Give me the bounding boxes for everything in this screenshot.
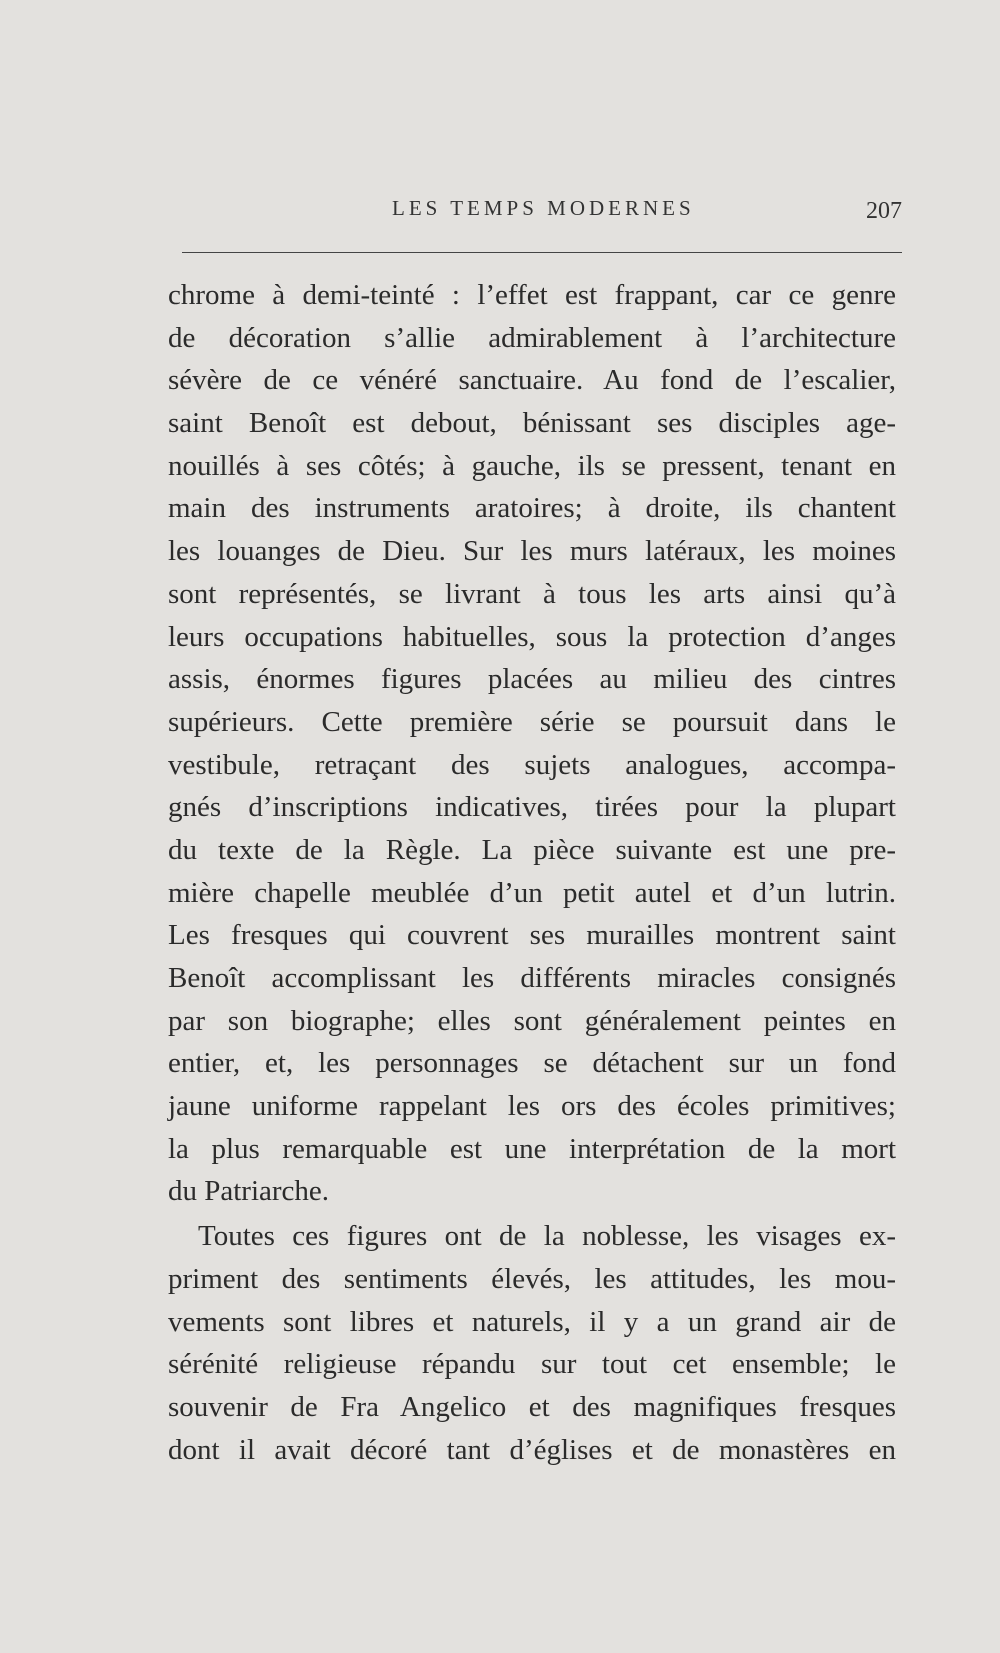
text-line: par son biographe; elles sont généralement peintes en [168, 1004, 896, 1037]
text-line: Benoît accomplissant les différents miracles consignés [168, 962, 896, 994]
text-line: du texte de la Règle. La pièce suivante est une pre- [168, 833, 896, 866]
text-line: Toutes ces figures ont de la noblesse, les visages ex- [198, 1220, 896, 1253]
text-line: priment des sentiments élevés, les attitudes, les mou- [168, 1262, 896, 1295]
text-line: nouillés à ses côtés; à gauche, ils se pressent, tenant en [168, 449, 896, 482]
running-title: LES TEMPS MODERNES [392, 196, 695, 220]
text-line: chrome à demi-teinté : l’effet est frappant, car ce genre [168, 279, 896, 311]
text-line: sérénité religieuse répandu sur tout cet ensemble; le [168, 1348, 896, 1381]
text-line: jaune uniforme rappelant les ors des écoles primitives; [168, 1090, 896, 1123]
text-line: dont il avait décoré tant d’églises et de monastères en [168, 1433, 896, 1466]
text-line: saint Benoît est debout, bénissant ses disciples age- [168, 407, 896, 440]
page-number: 207 [866, 198, 902, 224]
text-line: assis, énormes figures placées au milieu des cintres [168, 663, 896, 696]
text-line: supérieurs. Cette première série se poursuit dans le [168, 705, 896, 738]
header-rule [182, 252, 902, 253]
text-line: les louanges de Dieu. Sur les murs latéraux, les moines [168, 535, 896, 568]
text-line: du Patriarche. [168, 1175, 330, 1208]
body-text [168, 274, 896, 1471]
text-line: main des instruments aratoires; à droite, ils chantent [168, 492, 896, 525]
text-line: gnés d’inscriptions indicatives, tirées pour la plupart [168, 791, 896, 824]
text-line: Les fresques qui couvrent ses murailles montrent saint [168, 919, 896, 952]
text-line: sont représentés, se livrant à tous les arts ainsi qu’à [168, 577, 896, 610]
paragraph-2 [168, 1215, 896, 1471]
text-line: la plus remarquable est une interprétation de la mort [168, 1132, 896, 1165]
text-line: entier, et, les personnages se détachent sur un fond [168, 1047, 896, 1080]
text-line: mière chapelle meublée d’un petit autel et d’un lutrin. [168, 876, 896, 909]
text-line: leurs occupations habituelles, sous la protection d’anges [168, 620, 896, 653]
text-line: de décoration s’allie admirablement à l’architecture [168, 321, 896, 354]
text-line: vestibule, retraçant des sujets analogues, accompa- [168, 748, 896, 781]
text-line: vements sont libres et naturels, il y a un grand air de [168, 1305, 896, 1338]
text-line: souvenir de Fra Angelico et des magnifiques fresques [168, 1390, 896, 1423]
text-line: sévère de ce vénéré sanctuaire. Au fond de l’escalier, [168, 364, 896, 397]
paragraph-1 [168, 274, 896, 1213]
page-header [182, 196, 902, 236]
